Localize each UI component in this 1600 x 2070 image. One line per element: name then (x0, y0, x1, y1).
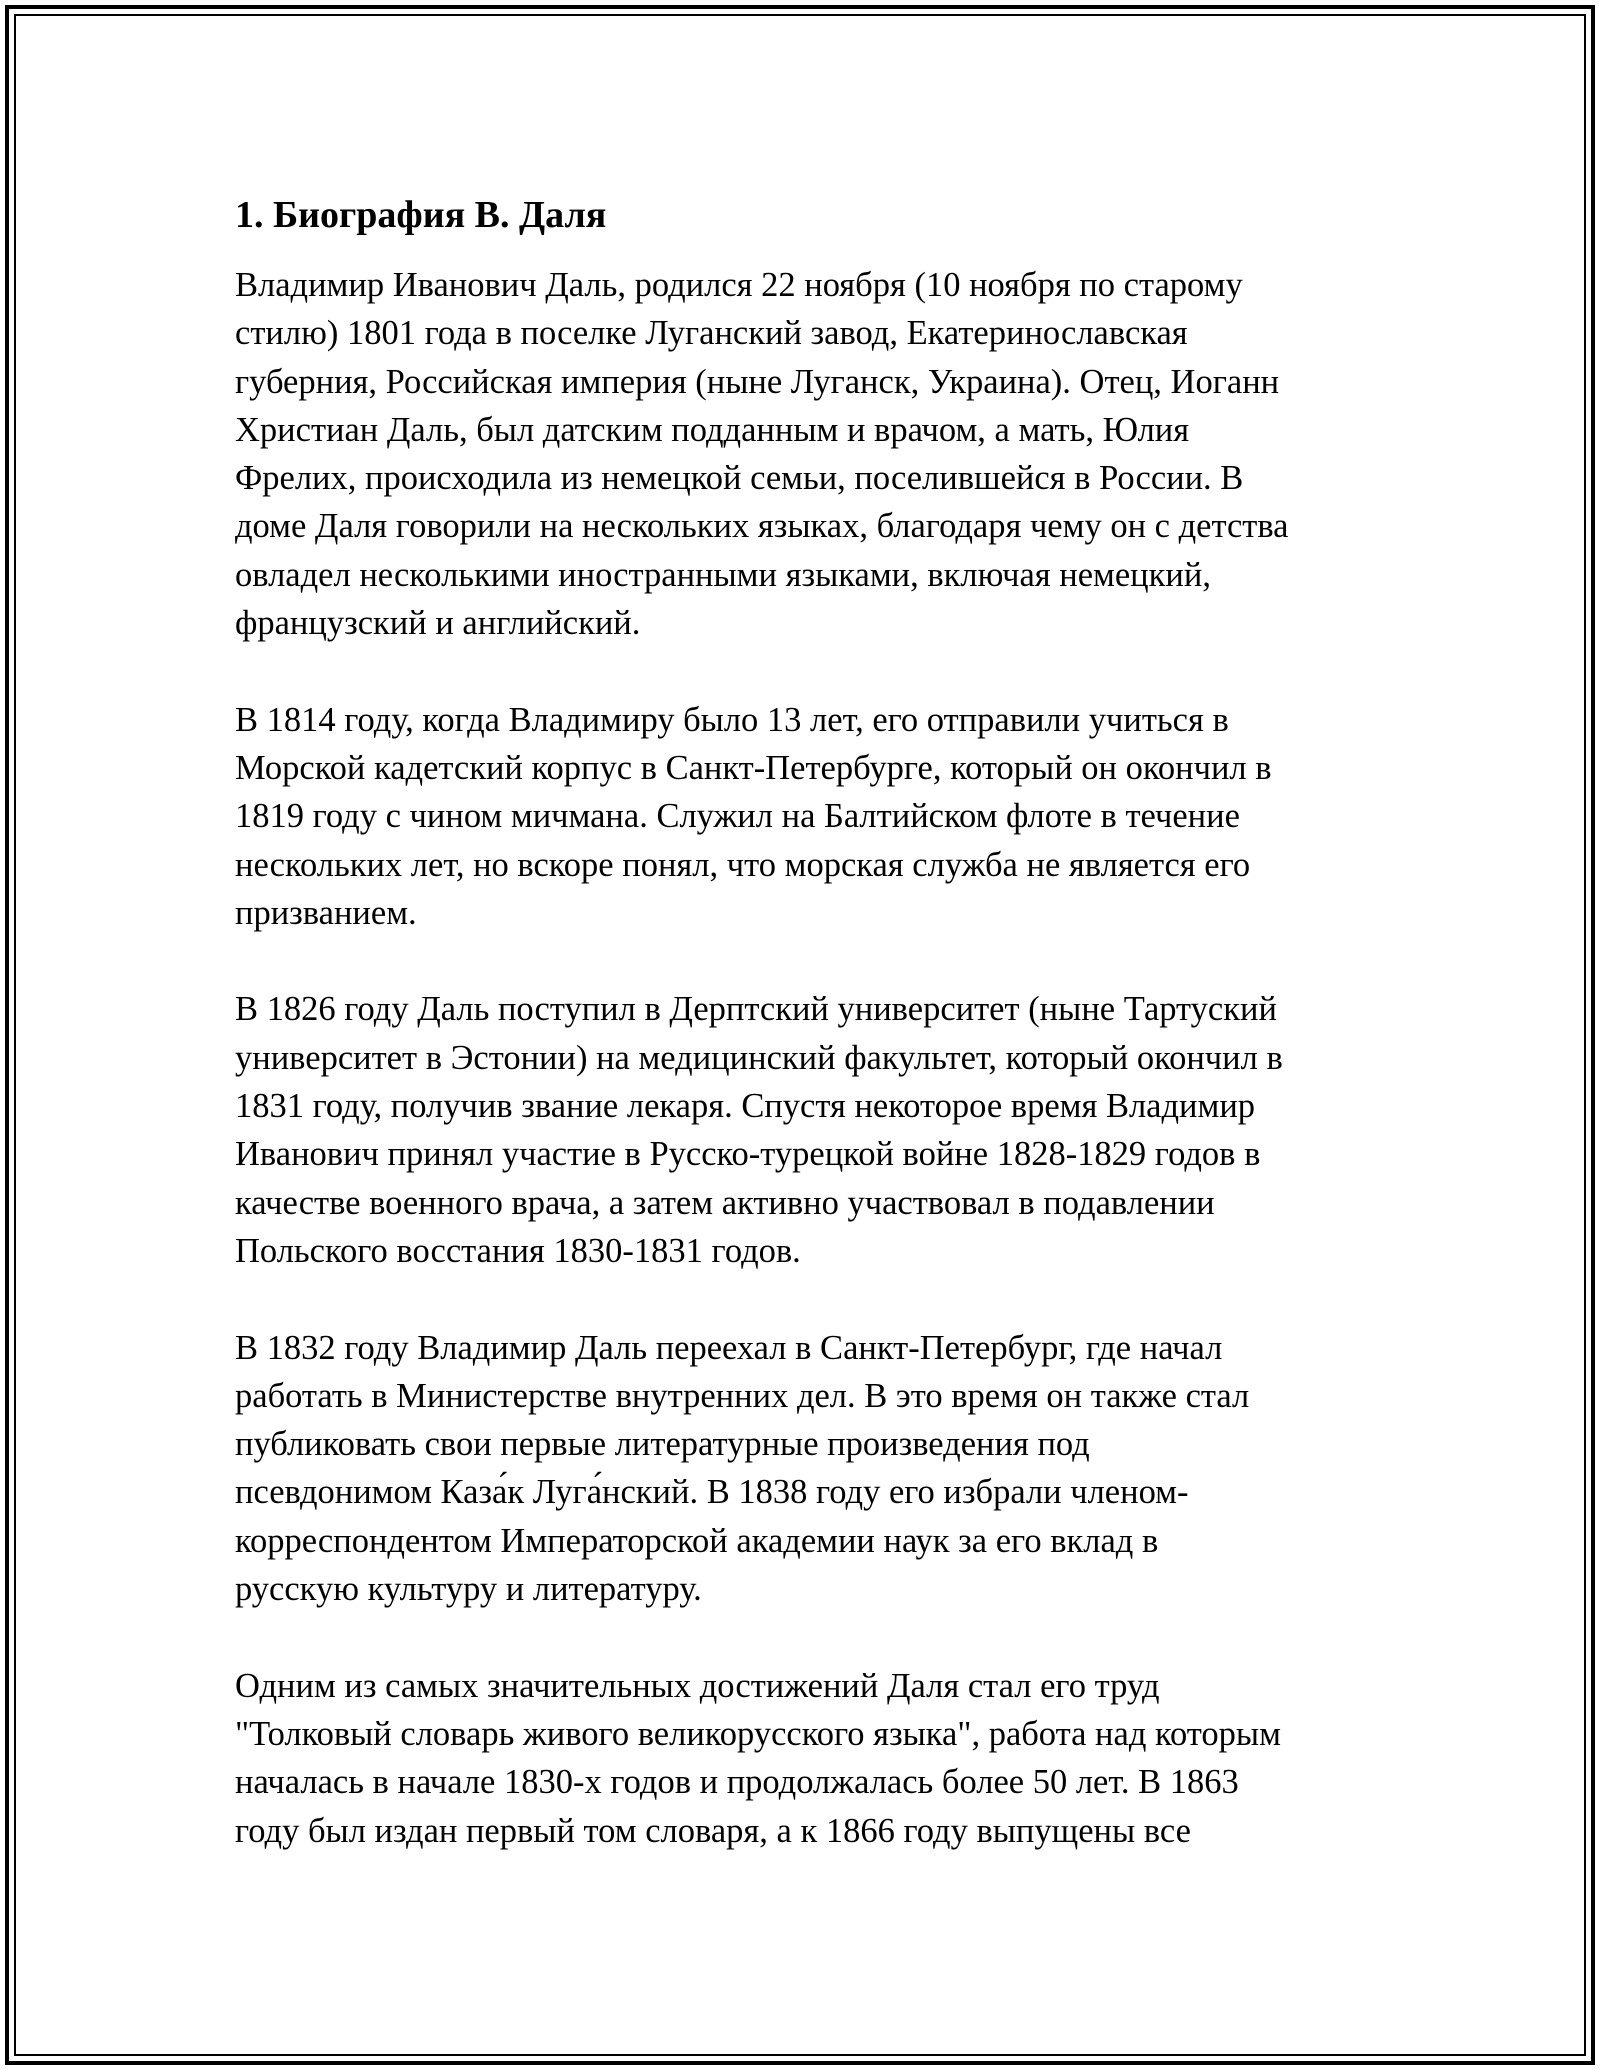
paragraph-line: Иванович принял участие в Русско-турецкой войне 1828-1829 годов в (235, 1135, 1261, 1174)
paragraph-line: призванием. (235, 893, 417, 932)
paragraph-line: корреспондентом Императорской академии наук за его вклад в (235, 1521, 1159, 1560)
paragraph-line: началась в начале 1830-х годов и продолжалась более 50 лет. В 1863 (235, 1763, 1239, 1802)
paragraph-line: В 1814 году, когда Владимиру было 13 лет, его отправили учиться в (235, 700, 1229, 739)
paragraph-line: году был издан первый том словаря, а к 1866 году выпущены все (235, 1811, 1191, 1850)
paragraph-line: губерния, Российская империя (ныне Луганск, Украина). Отец, Иоганн (235, 362, 1280, 401)
paragraph-line: В 1832 году Владимир Даль переехал в Санкт-Петербург, где начал (235, 1328, 1223, 1367)
paragraph-line: Одним из самых значительных достижений Даля стал его труд (235, 1666, 1160, 1705)
section-heading: 1. Биография В. Даля (235, 194, 607, 236)
paragraph-line: университет в Эстонии) на медицинский факультет, который окончил в (235, 1038, 1283, 1077)
paragraph-line: русскую культуру и литературу. (235, 1570, 702, 1609)
paragraph-line: Морской кадетский корпус в Санкт-Петербурге, который он окончил в (235, 748, 1272, 787)
paragraph-line: Фрелих, происходила из немецкой семьи, поселившейся в России. В (235, 459, 1244, 498)
paragraph-line: работать в Министерстве внутренних дел. В это время он также стал (235, 1376, 1250, 1415)
paragraph-line: Христиан Даль, был датским подданным и врачом, а мать, Юлия (235, 410, 1190, 449)
paragraph-line: В 1826 году Даль поступил в Дерптский университет (ныне Тартуский (235, 990, 1277, 1029)
paragraph-line: французский и английский. (235, 604, 641, 643)
paragraph (235, 696, 1375, 937)
paragraph (235, 1662, 1375, 1855)
paragraph-line: "Толковый словарь живого великорусского языка", работа над которым (235, 1714, 1281, 1753)
paragraph-line: Польского восстания 1830-1831 годов. (235, 1231, 801, 1270)
paragraph-line: публиковать свои первые литературные произведения под (235, 1425, 1090, 1464)
paragraph (235, 985, 1375, 1275)
paragraph-line: доме Даля говорили на нескольких языках, благодаря чему он с детства (235, 507, 1289, 546)
paragraph-line: 1819 году с чином мичмана. Служил на Балтийском флоте в течение (235, 797, 1240, 836)
paragraphs-container (235, 261, 1375, 1855)
paragraph (235, 1324, 1375, 1614)
paragraph (235, 261, 1375, 647)
document-body (235, 183, 1375, 1903)
paragraph-line: овладел несколькими иностранными языками, включая немецкий, (235, 555, 1211, 594)
paragraph-line: стилю) 1801 года в поселке Луганский завод, Екатеринославская (235, 314, 1188, 353)
paragraph-line: псевдонимом Каза́к Луга́нский. В 1838 году его избрали членом- (235, 1473, 1189, 1512)
paragraph-line: 1831 году, получив звание лекаря. Спустя некоторое время Владимир (235, 1087, 1256, 1126)
paragraph-line: нескольких лет, но вскоре понял, что морская служба не является его (235, 845, 1251, 884)
paragraph-line: Владимир Иванович Даль, родился 22 ноября (10 ноября по старому (235, 266, 1243, 304)
paragraph-line: качестве военного врача, а затем активно участвовал в подавлении (235, 1183, 1215, 1222)
